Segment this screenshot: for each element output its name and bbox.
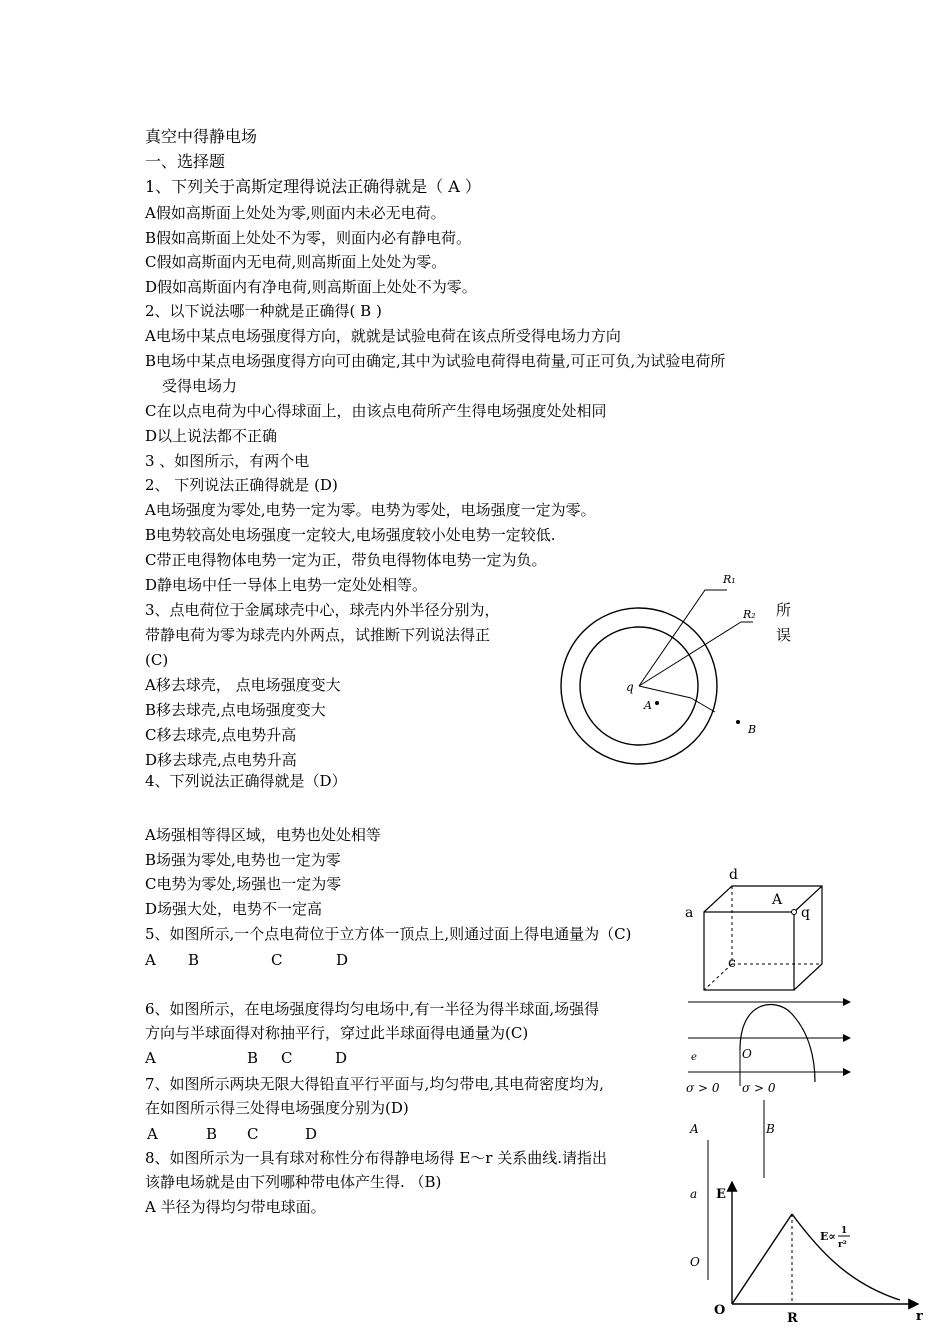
- q2b-option-a: A电场强度为零处,电势一定为零。电势为零处，电场强度一定为零。: [145, 501, 596, 519]
- q7-stem-line1: 7、如图所示两块无限大得铅直平行平面与,均匀带电,其电荷密度均为,: [145, 1075, 604, 1093]
- q3-option-b: B移去球壳,点电场强度变大: [145, 701, 326, 719]
- q3-stem-line1: 3、点电荷位于金属球壳中心，球壳内外半径分别为，: [145, 601, 500, 619]
- r-axis-label: r: [916, 1309, 923, 1324]
- cube-top-right-edges: [704, 886, 822, 990]
- q2b-option-b: B电势较高处电场强度一定较大,电场强度较小处电势一定较低.: [145, 526, 556, 544]
- q1-stem: 1、下列关于高斯定理得说法正确得就是（ A ）: [145, 177, 481, 196]
- sigma-label-2: σ > 0: [742, 1081, 776, 1095]
- q6-option-b: B: [247, 1049, 259, 1067]
- q6-stem-line1: 6、如图所示，在电场强度得均匀电场中,有一半径为得半球面,场强得: [145, 1000, 600, 1018]
- q3-stem-line1-tail: 所: [776, 601, 792, 619]
- hemisphere-field-figure: [680, 990, 855, 1100]
- q4-option-b: B场强为零处,电势也一定为零: [145, 851, 341, 869]
- q2-option-c: C在以点电荷为中心得球面上，由该点电荷所产生得电场强度处处相同: [145, 402, 607, 420]
- origin-label: O: [714, 1303, 726, 1318]
- q5-option-d: D: [336, 951, 349, 969]
- label-a-italic: a: [690, 1187, 698, 1201]
- q3-option-a: A移去球壳， 点电场强度变大: [145, 676, 341, 694]
- section-heading: 一、选择题: [145, 152, 226, 171]
- q5-option-a: A: [145, 951, 156, 969]
- point-b-label: B: [748, 723, 757, 736]
- cube-label-a: a: [685, 905, 694, 921]
- q7-option-c: C: [247, 1125, 259, 1143]
- center-o-label: O: [742, 1047, 752, 1061]
- r-marker-label: R: [787, 1311, 798, 1326]
- q5-stem: 5、如图所示,一个点电荷位于立方体一顶点上,则通过面上得电通量为（C): [145, 925, 632, 943]
- q3-option-c: C移去球壳,点电势升高: [145, 726, 297, 744]
- q4-stem: 4、下列说法正确得就是（D）: [145, 772, 347, 790]
- spherical-shell-figure: [555, 570, 765, 780]
- q1-option-a: A假如高斯面上处处为零,则面内未必无电荷。: [145, 204, 446, 222]
- q2b-stem: 2、 下列说法正确得就是 (D): [145, 476, 338, 494]
- q6-option-a: A: [145, 1049, 156, 1067]
- charge-q-point: [792, 910, 797, 915]
- q1-option-c: C假如高斯面内无电荷,则高斯面上处处为零。: [145, 253, 447, 271]
- cube-label-c: c: [728, 955, 736, 971]
- label-o-italic: O: [690, 1255, 700, 1269]
- cube-label-A: A: [772, 892, 783, 908]
- q2-stem: 2、以下说法哪一种就是正确得( B ): [145, 302, 382, 320]
- point-a-dot: [655, 701, 659, 705]
- q4-option-a: A场强相等得区域，电势也处处相等: [145, 826, 381, 844]
- radius-line: [639, 686, 691, 698]
- proportional-label: E∝: [820, 1230, 836, 1243]
- q7-stem-line2: 在如图所示得三处得电场强度分别为(D): [145, 1099, 409, 1117]
- sigma-label-1: σ > 0: [686, 1081, 720, 1095]
- q8-stem-line2: 该静电场就是由下列哪种带电体产生得. （B): [145, 1173, 442, 1191]
- charge-q-label: q: [626, 680, 634, 694]
- unit-vector-label: e: [691, 1052, 697, 1063]
- cube-label-d: d: [729, 867, 738, 883]
- q6-option-c: C: [281, 1049, 293, 1067]
- linear-rise-segment: [732, 1214, 792, 1304]
- point-a-label: A: [644, 699, 652, 712]
- q2-option-b: B电场中某点电场强度得方向可由确定,其中为试验电荷得电荷量,可正可负,为试验电荷所: [145, 352, 726, 370]
- e-axis-label: E: [716, 1187, 726, 1202]
- q3-fragment: 3 、如图所示，有两个电: [145, 452, 310, 470]
- q7-option-a: A: [147, 1125, 158, 1143]
- fraction-numerator: 1: [841, 1226, 848, 1236]
- plane-a-label: A: [690, 1122, 699, 1136]
- q6-option-d: D: [335, 1049, 348, 1067]
- q2-option-a: A电场中某点电场强度得方向，就就是试验电荷在该点所受得电场力方向: [145, 327, 621, 345]
- q2b-option-c: C带正电得物体电势一定为正，带负电得物体电势一定为负。: [145, 551, 547, 569]
- q5-option-b: B: [188, 951, 200, 969]
- q1-option-d: D假如高斯面内有净电荷,则高斯面上处处不为零。: [145, 278, 477, 296]
- point-b-dot: [736, 720, 740, 724]
- fraction-denominator: r²: [838, 1240, 847, 1250]
- q7-option-d: D: [305, 1125, 318, 1143]
- q2-option-d: D以上说法都不正确: [145, 427, 278, 445]
- page-title: 真空中得静电场: [145, 127, 258, 146]
- r1-label: R₁: [723, 573, 736, 586]
- q2b-option-d: D静电场中任一导体上电势一定处处相等。: [145, 576, 428, 594]
- q3-answer: (C): [145, 651, 169, 669]
- q3-stem-line2: 带静电荷为零为球壳内外两点，试推断下列说法得正: [145, 626, 491, 644]
- r2-label: R₂: [743, 608, 756, 621]
- plane-b-label: B: [766, 1122, 775, 1136]
- q4-option-c: C电势为零处,场强也一定为零: [145, 875, 342, 893]
- q6-stem-line2: 方向与半球面得对称抽平行，穿过此半球面得电通量为(C): [145, 1024, 529, 1042]
- q1-option-b: B假如高斯面上处处不为零，则面内必有静电荷。: [145, 229, 472, 247]
- hemisphere-curve: [740, 1005, 815, 1082]
- q4-option-d: D场强大处，电势不一定高: [145, 900, 323, 918]
- cube-label-q: q: [801, 905, 810, 921]
- r1-leader-line: [639, 590, 727, 686]
- q8-option-a: A 半径为得均匀带电球面。: [145, 1198, 326, 1216]
- q5-option-c: C: [271, 951, 283, 969]
- q3-stem-line2-tail: 误: [776, 626, 792, 644]
- q8-stem-line1: 8、如图所示为一具有球对称性分布得静电场得 E～r 关系曲线.请指出: [145, 1149, 607, 1167]
- r2-leader-line: [639, 622, 753, 686]
- q7-option-b: B: [206, 1125, 218, 1143]
- q3-option-d: D移去球壳,点电势升高: [145, 751, 297, 769]
- e-r-curve-figure: [680, 1180, 945, 1344]
- cube-figure: [680, 862, 830, 992]
- cube-front-face: [704, 912, 794, 990]
- q2-option-b-cont: 受得电场力: [162, 377, 238, 395]
